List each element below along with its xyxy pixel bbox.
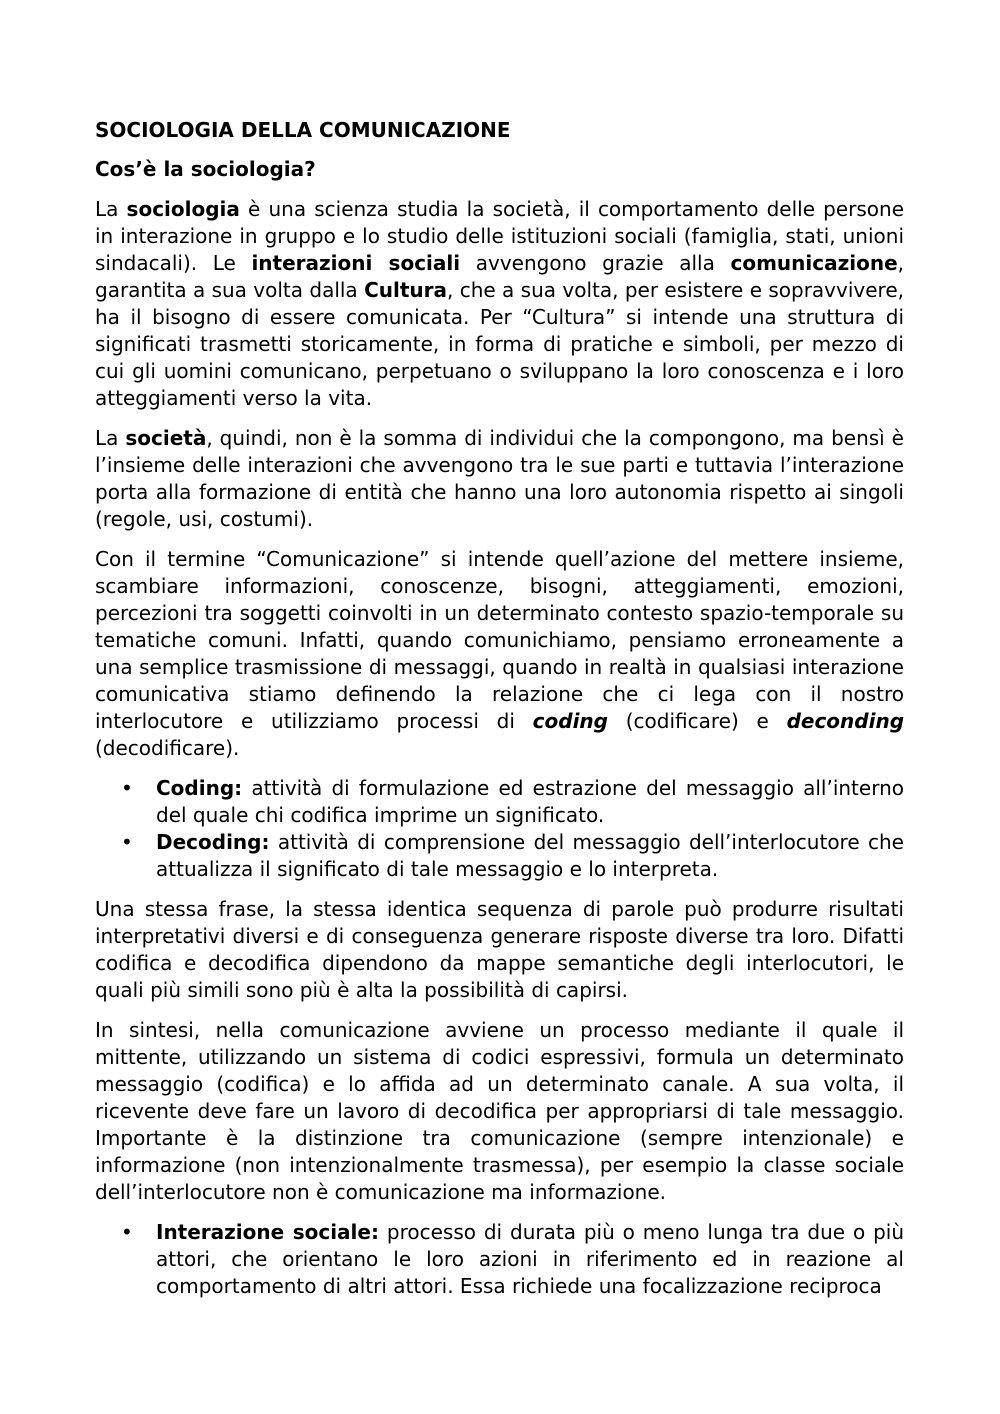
document-title: SOCIOLOGIA DELLA COMUNICAZIONE <box>95 118 511 142</box>
list-item-interazione-sociale: • Interazione sociale: processo di durata più o meno lunga tra due o più attori, che orientano le loro azioni in riferimento ed in reazione al comportamento di altri attori. Essa richiede una focalizzazione reciproca <box>95 1219 904 1300</box>
interazione-list <box>95 1219 904 1300</box>
paragraph-sociologia: La sociologia è una scienza studia la società, il comportamento delle persone in interazione in gruppo e lo studio delle istituzioni sociali (famiglia, stati, unioni sindacali). Le interazioni sociali avvengono grazie alla comunicazione, garantita a sua volta dalla Cultura, che a sua volta, per esistere e sopravvivere, ha il bisogno di essere comunicata. Per “Cultura” si intende una struttura di significati trasmetti storicamente, in forma di pratiche e simboli, per mezzo di cui gli uomini comunicano, perpetuano o sviluppano la loro conoscenza e i loro atteggiamenti verso la vita. <box>95 197 905 410</box>
paragraph-frase: Una stessa frase, la stessa identica sequenza di parole può produrre risultati interpretativi diversi e di conseguenza generare risposte diverse tra loro. Difatti codifica e decodifica dipendono da mappe semantiche degli interlocutori, le quali più simili sono più è alta la possibilità di capirsi. <box>95 897 904 1002</box>
paragraph-sintesi: In sintesi, nella comunicazione avviene un processo mediante il quale il mittente, utilizzando un sistema di codici espressivi, formula un determinato messaggio (codifica) e lo affida ad un determinato canale. A sua volta, il ricevente deve fare un lavoro di decodifica per appropriarsi di tale messaggio. Importante è la distinzione tra comunicazione (sempre intenzionale) e informazione (non intenzionalmente trasmessa), per esempio la classe sociale dell’interlocutore non è comunicazione ma informazione. <box>95 1018 904 1204</box>
term-societa: società <box>125 426 207 450</box>
list-item-coding: • Coding: attività di formulazione ed estrazione del messaggio all’interno del quale chi codifica imprime un significato. <box>95 775 904 829</box>
paragraph-comunicazione: Con il termine “Comunicazione” si intende quell’azione del mettere insieme, scambiare informazioni, conoscenze, bisogni, atteggiamenti, emozioni, percezioni tra soggetti coinvolti in un determinato contesto spazio-temporale su tematiche comuni. Infatti, quando comunichiamo, pensiamo erroneamente a una semplice trasmissione di messaggi, quando in realtà in qualsiasi interazione comunicativa stiamo definendo la relazione che ci lega con il nostro interlocutore e utilizziamo processi di coding (codificare) e deconding (decodificare). <box>95 547 905 760</box>
term-interazioni-sociali: interazioni sociali <box>251 251 461 275</box>
list-item-decoding: • Decoding: attività di comprensione del messaggio dell’interlocutore che attualizza il significato di tale messaggio e lo interpreta. <box>95 829 904 883</box>
coding-decoding-list <box>95 775 904 883</box>
section-heading: Cos’è la sociologia? <box>95 157 316 181</box>
document-body <box>95 117 904 1313</box>
term-cultura: Cultura <box>364 278 447 302</box>
term-sociologia: sociologia <box>126 197 240 221</box>
term-coding: coding <box>532 709 608 733</box>
paragraph-societa: La società, quindi, non è la somma di individui che la compongono, ma bensì è l’insieme delle interazioni che avvengono tra le sue parti e tuttavia l’interazione porta alla formazione di entità che hanno una loro autonomia rispetto ai singoli (regole, usi, costumi). <box>95 426 904 531</box>
term-comunicazione: comunicazione <box>730 251 898 275</box>
term-deconding: deconding <box>786 709 905 733</box>
